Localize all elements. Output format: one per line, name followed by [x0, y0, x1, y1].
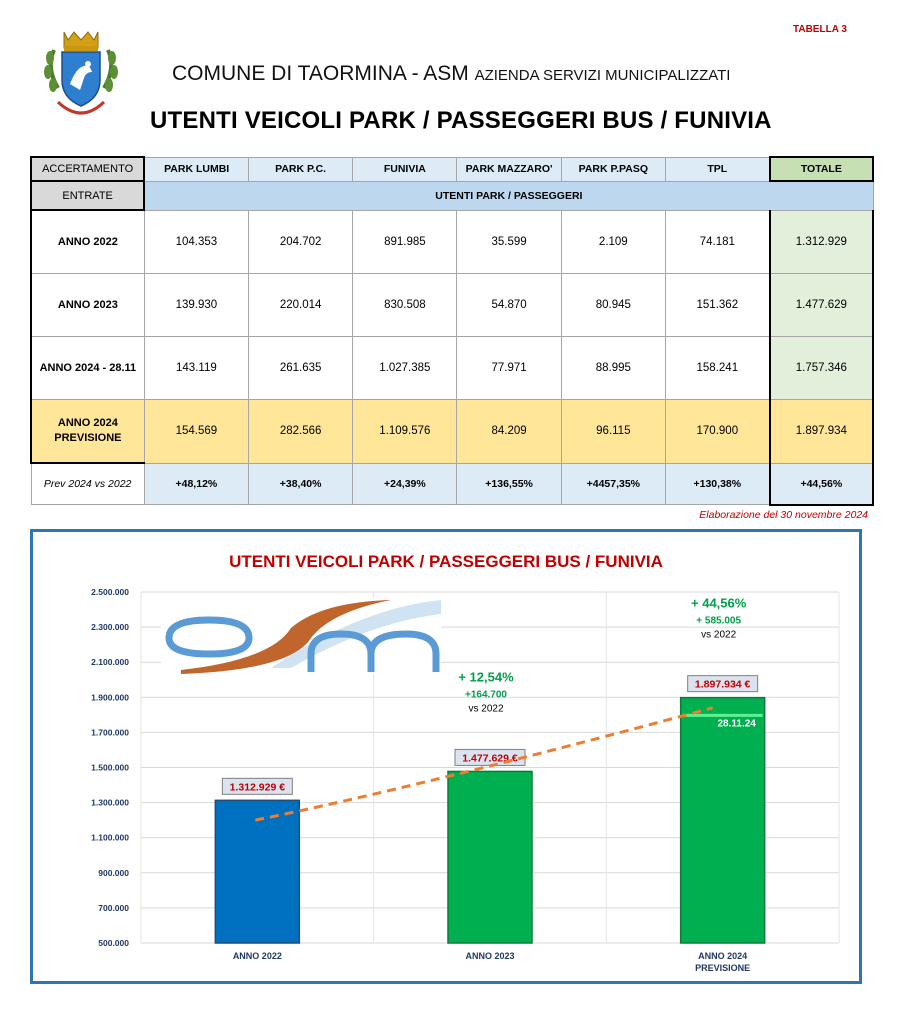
- annotation-delta: + 585.005: [696, 615, 742, 627]
- table-cell: +38,40%: [249, 463, 353, 505]
- percentage-label: Prev 2024 vs 2022: [31, 463, 144, 505]
- table-cell: 88.995: [561, 337, 665, 400]
- table-cell: 104.353: [144, 210, 248, 274]
- comune-name: COMUNE DI TAORMINA - ASM: [172, 62, 469, 85]
- bar: [215, 800, 299, 943]
- bar: [681, 698, 765, 943]
- marker-label: 28.11.24: [717, 718, 756, 730]
- taormina-coat-of-arms-icon: [40, 28, 122, 128]
- table-cell: 830.508: [353, 274, 457, 337]
- table-cell: +24,39%: [353, 463, 457, 505]
- elaboration-note: Elaborazione del 30 novembre 2024: [699, 509, 868, 521]
- value-label: 1.312.929 €: [229, 781, 286, 794]
- column-header: PARK LUMBI: [144, 157, 248, 181]
- table-cell: 74.181: [665, 210, 769, 274]
- table-cell: 1.027.385: [353, 337, 457, 400]
- total-cell: 1.477.629: [770, 274, 873, 337]
- table-cell: 2.109: [561, 210, 665, 274]
- bar-chart: [33, 532, 859, 981]
- y-tick-label: 700.000: [98, 902, 129, 913]
- value-label: 1.477.629 €: [462, 752, 518, 765]
- table-cell: 170.900: [665, 400, 769, 464]
- y-tick-label: 1.500.000: [91, 762, 129, 773]
- table-subheader-row: [31, 181, 873, 210]
- annotation-percent: + 44,56%: [691, 595, 747, 611]
- corner-label: ACCERTAMENTO: [31, 157, 144, 181]
- forecast-label-line2: PREVISIONE: [54, 432, 122, 444]
- annotation-percent: + 12,54%: [458, 669, 514, 685]
- y-tick-label: 2.300.000: [91, 622, 129, 633]
- table-cell: 80.945: [561, 274, 665, 337]
- table-cell: 891.985: [353, 210, 457, 274]
- total-cell: 1.312.929: [770, 210, 873, 274]
- y-tick-label: 1.300.000: [91, 797, 129, 808]
- row-label: ANNO 2022: [31, 210, 144, 274]
- y-tick-label: 1.100.000: [91, 832, 129, 843]
- row-label: ANNO 2024 - 28.11: [31, 337, 144, 400]
- chart-panel: [30, 529, 862, 984]
- table-row: [31, 210, 873, 274]
- table-cell: 143.119: [144, 337, 248, 400]
- column-header: FUNIVIA: [353, 157, 457, 181]
- table-cell: 154.569: [144, 400, 248, 464]
- annotation-delta: +164.700: [465, 689, 507, 701]
- table-cell: 96.115: [561, 400, 665, 464]
- table-cell: 84.209: [457, 400, 561, 464]
- x-tick-label: ANNO 2022: [232, 951, 282, 961]
- table-row: [31, 337, 873, 400]
- table-cell: +136,55%: [457, 463, 561, 505]
- table-cell: 54.870: [457, 274, 561, 337]
- x-tick-sublabel: PREVISIONE: [695, 963, 751, 973]
- y-tick-label: 2.100.000: [91, 657, 129, 668]
- row-label: ANNO 2023: [31, 274, 144, 337]
- y-tick-label: 500.000: [98, 938, 129, 948]
- table-cell: +130,38%: [665, 463, 769, 505]
- total-cell: +44,56%: [770, 463, 873, 505]
- bar: [448, 771, 532, 943]
- sub-label: ENTRATE: [31, 181, 144, 210]
- table-cell: 151.362: [665, 274, 769, 337]
- annotation-reference: vs 2022: [468, 703, 504, 715]
- table-cell: 139.930: [144, 274, 248, 337]
- table-row: [31, 274, 873, 337]
- column-header: TPL: [665, 157, 769, 181]
- table-cell: 261.635: [249, 337, 353, 400]
- table-cell: 77.971: [457, 337, 561, 400]
- total-cell: 1.757.346: [770, 337, 873, 400]
- table-cell: 282.566: [249, 400, 353, 464]
- percentage-row: [31, 463, 873, 505]
- page-title: UTENTI VEICOLI PARK / PASSEGGERI BUS / FUNIVIA: [150, 107, 772, 134]
- y-tick-label: 900.000: [98, 867, 129, 878]
- column-header: PARK P.PASQ: [561, 157, 665, 181]
- x-tick-label: ANNO 2023: [465, 951, 515, 961]
- table-cell: 220.014: [249, 274, 353, 337]
- annotation-reference: vs 2022: [701, 629, 737, 641]
- asm-logo: [161, 598, 441, 674]
- forecast-label: [31, 400, 144, 464]
- forecast-label-line1: ANNO 2024: [57, 417, 118, 429]
- x-tick-label: ANNO 2024: [698, 951, 748, 961]
- table-cell: +4457,35%: [561, 463, 665, 505]
- comune-subtitle: AZIENDA SERVIZI MUNICIPALIZZATI: [474, 67, 731, 84]
- y-tick-label: 2.500.000: [91, 587, 129, 597]
- table-cell: 158.241: [665, 337, 769, 400]
- table-cell: 204.702: [249, 210, 353, 274]
- total-column-header: TOTALE: [770, 157, 873, 181]
- table-cell: 35.599: [457, 210, 561, 274]
- table-header-row: [31, 157, 873, 181]
- table-number: TABELLA 3: [793, 24, 847, 35]
- column-header: PARK P.C.: [249, 157, 353, 181]
- y-tick-label: 1.700.000: [91, 727, 129, 738]
- y-tick-label: 1.900.000: [91, 692, 129, 703]
- column-header: PARK MAZZARO': [457, 157, 561, 181]
- sub-header: UTENTI PARK / PASSEGGERI: [144, 181, 873, 210]
- table-cell: +48,12%: [144, 463, 248, 505]
- table-cell: 1.109.576: [353, 400, 457, 464]
- comune-heading: [172, 62, 730, 86]
- value-label: 1.897.934 €: [694, 678, 751, 691]
- data-table: [30, 156, 874, 506]
- chart-title: UTENTI VEICOLI PARK / PASSEGGERI BUS / FUNIVIA: [229, 552, 663, 571]
- forecast-row: [31, 400, 873, 464]
- total-cell: 1.897.934: [770, 400, 873, 464]
